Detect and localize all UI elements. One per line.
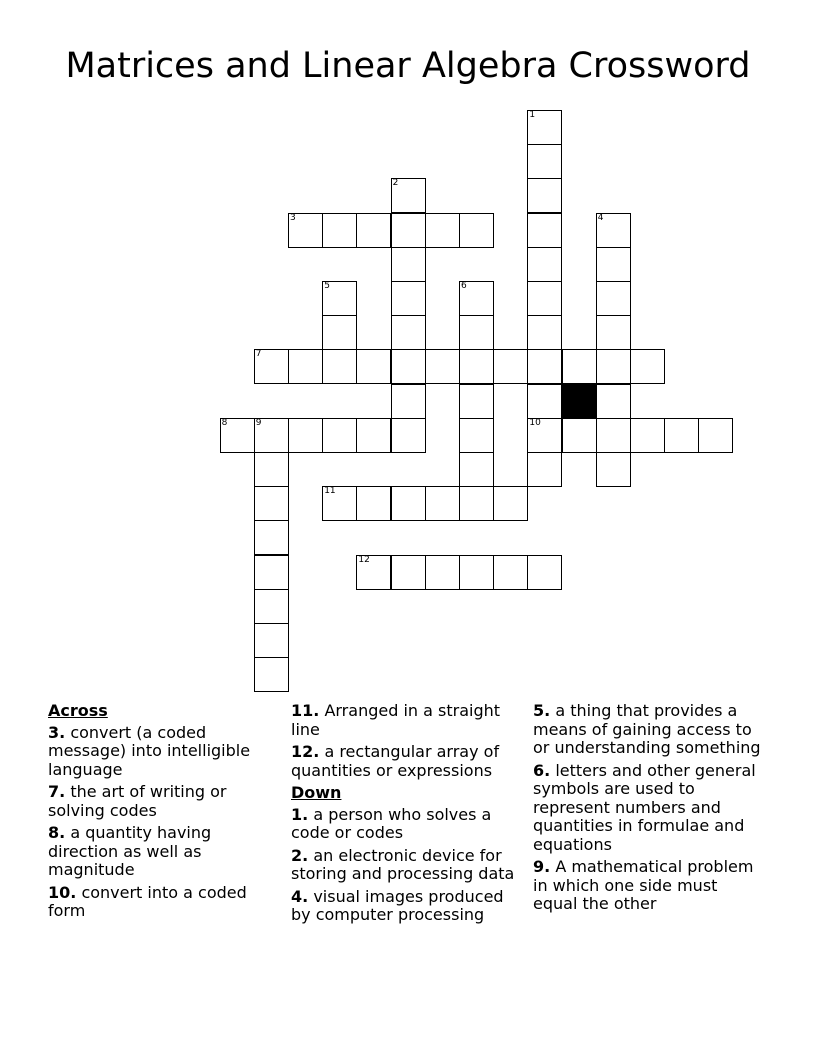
grid-cell[interactable] [493, 486, 528, 521]
grid-cell[interactable] [288, 418, 323, 453]
grid-cell[interactable] [527, 452, 562, 487]
grid-cell[interactable] [391, 247, 426, 282]
across-clue [48, 824, 280, 880]
cell-number: 7 [255, 349, 262, 360]
grid-cell[interactable] [459, 486, 494, 521]
cell-number: 4 [597, 212, 604, 223]
grid-cell[interactable] [391, 315, 426, 350]
clue-number: 10. [48, 882, 77, 902]
grid-cell[interactable] [391, 418, 426, 453]
down-clue [533, 858, 765, 914]
grid-cell[interactable] [425, 349, 460, 384]
clue-number: 2. [291, 845, 309, 865]
grid-cell[interactable] [254, 452, 289, 487]
grid-cell[interactable] [459, 349, 494, 384]
grid-cell[interactable] [356, 213, 391, 248]
clue-number: 11. [291, 701, 320, 720]
grid-cell[interactable] [459, 384, 494, 419]
grid-cell[interactable] [322, 315, 357, 350]
cell-number: 6 [461, 281, 467, 291]
clue-number: 4. [291, 886, 309, 906]
grid-cell[interactable] [391, 349, 426, 384]
grid-cell[interactable] [562, 418, 597, 453]
clue-text: Arranged in a straight line [291, 701, 501, 739]
grid-cell[interactable] [527, 555, 562, 590]
grid-cell[interactable] [322, 281, 357, 316]
grid-cell[interactable] [288, 213, 323, 248]
grid-cell[interactable] [356, 555, 391, 590]
grid-cell[interactable] [527, 349, 562, 384]
clue-column-2 [291, 702, 523, 929]
grid-cell[interactable] [527, 247, 562, 282]
grid-cell[interactable] [459, 315, 494, 350]
clue-number: 5. [533, 701, 551, 720]
grid-cell[interactable] [493, 349, 528, 384]
grid-cell[interactable] [527, 315, 562, 350]
grid-cell[interactable] [596, 418, 631, 453]
grid-cell[interactable] [391, 384, 426, 419]
cell-number: 12 [358, 554, 370, 565]
grid-cell[interactable] [322, 418, 357, 453]
across-clue [291, 743, 523, 780]
cell-number: 10 [529, 417, 541, 428]
clue-text: a person who solves a code or codes [291, 804, 492, 842]
grid-cell[interactable] [527, 178, 562, 213]
down-clue [291, 888, 523, 925]
grid-cell[interactable] [391, 281, 426, 316]
grid-cell[interactable] [493, 555, 528, 590]
grid-cell[interactable] [630, 349, 665, 384]
across-clue [291, 702, 523, 739]
clue-text: a quantity having direction as well as magnitude [48, 823, 212, 879]
across-clue [48, 884, 280, 921]
across-clue [48, 724, 280, 780]
clue-text: convert into a coded form [48, 882, 247, 920]
down-clue [291, 847, 523, 884]
grid-cell[interactable] [322, 349, 357, 384]
clue-text: the art of writing or solving codes [48, 782, 227, 820]
down-heading: Down [291, 783, 342, 802]
clue-text: an electronic device for storing and processing data [291, 845, 515, 883]
clue-number: 6. [533, 760, 551, 780]
across-clue [48, 783, 280, 820]
grid-cell[interactable] [288, 349, 323, 384]
grid-cell[interactable] [220, 418, 255, 453]
grid-cell[interactable] [596, 349, 631, 384]
cell-number: 9 [255, 417, 262, 428]
grid-cell[interactable] [254, 589, 289, 624]
cell-number: 8 [221, 417, 228, 428]
grid-cell[interactable] [356, 349, 391, 384]
clue-column-3 [533, 702, 765, 918]
grid-cell[interactable] [254, 486, 289, 521]
grid-cell[interactable] [391, 178, 426, 213]
grid-cell[interactable] [254, 349, 289, 384]
clue-number: 1. [291, 804, 309, 824]
clue-text: convert (a coded message) into intelligible language [48, 722, 251, 779]
grid-cell[interactable] [527, 384, 562, 419]
grid-cell[interactable] [596, 315, 631, 350]
clue-number: 12. [291, 742, 320, 761]
clue-number: 3. [48, 722, 66, 742]
clue-column-1 [48, 702, 280, 925]
grid-cell[interactable] [356, 486, 391, 521]
cell-number: 11 [324, 486, 336, 497]
cell-number: 5 [324, 281, 330, 291]
grid-cell[interactable] [596, 384, 631, 419]
cell-number: 1 [529, 110, 536, 120]
grid-cell[interactable] [527, 213, 562, 248]
grid-cell[interactable] [698, 418, 733, 453]
grid-cell[interactable] [562, 349, 597, 384]
grid-cell[interactable] [527, 110, 562, 145]
grid-cell[interactable] [664, 418, 699, 453]
grid-cell[interactable] [254, 555, 289, 590]
clue-number: 8. [48, 823, 66, 842]
cell-number: 2 [392, 178, 399, 189]
grid-cell[interactable] [391, 213, 426, 248]
grid-cell[interactable] [459, 418, 494, 453]
grid-cell[interactable] [391, 555, 426, 590]
clue-text: letters and other general symbols are used to represent numbers and quantities in formulae and equations [533, 760, 756, 854]
grid-cell[interactable] [425, 486, 460, 521]
grid-cell[interactable] [322, 486, 357, 521]
puzzle-title: Matrices and Linear Algebra Crossword [65, 46, 751, 86]
cell-number: 3 [290, 212, 296, 223]
grid-cell[interactable] [391, 486, 426, 521]
grid-cell[interactable] [527, 418, 562, 453]
clue-text: a thing that provides a means of gaining access to or understanding something [533, 701, 761, 757]
grid-cell[interactable] [254, 520, 289, 555]
grid-cell[interactable] [596, 281, 631, 316]
grid-cell[interactable] [527, 144, 562, 179]
grid-cell[interactable] [356, 418, 391, 453]
grid-cell[interactable] [254, 623, 289, 658]
clue-text: a rectangular array of quantities or expressions [291, 742, 500, 780]
down-clue [533, 762, 765, 855]
grid-cell[interactable] [527, 281, 562, 316]
grid-cell[interactable] [459, 452, 494, 487]
across-heading: Across [48, 701, 108, 720]
down-clue [291, 806, 523, 843]
grid-cell[interactable] [425, 555, 460, 590]
clue-text: visual images produced by computer processing [291, 886, 504, 924]
grid-cell[interactable] [459, 213, 494, 248]
grid-cell[interactable] [630, 418, 665, 453]
clue-number: 7. [48, 782, 66, 801]
grid-cell[interactable] [459, 281, 494, 316]
down-clue [533, 702, 765, 758]
grid-cell[interactable] [254, 418, 289, 453]
grid-cell[interactable] [596, 213, 631, 248]
clue-text: A mathematical problem in which one side must equal the other [533, 857, 754, 913]
grid-cell[interactable] [596, 452, 631, 487]
grid-cell[interactable] [322, 213, 357, 248]
grid-cell[interactable] [425, 213, 460, 248]
clue-number: 9. [533, 857, 551, 876]
grid-cell[interactable] [254, 657, 289, 692]
blocked-cell [562, 384, 597, 419]
grid-cell[interactable] [459, 555, 494, 590]
grid-cell[interactable] [596, 247, 631, 282]
